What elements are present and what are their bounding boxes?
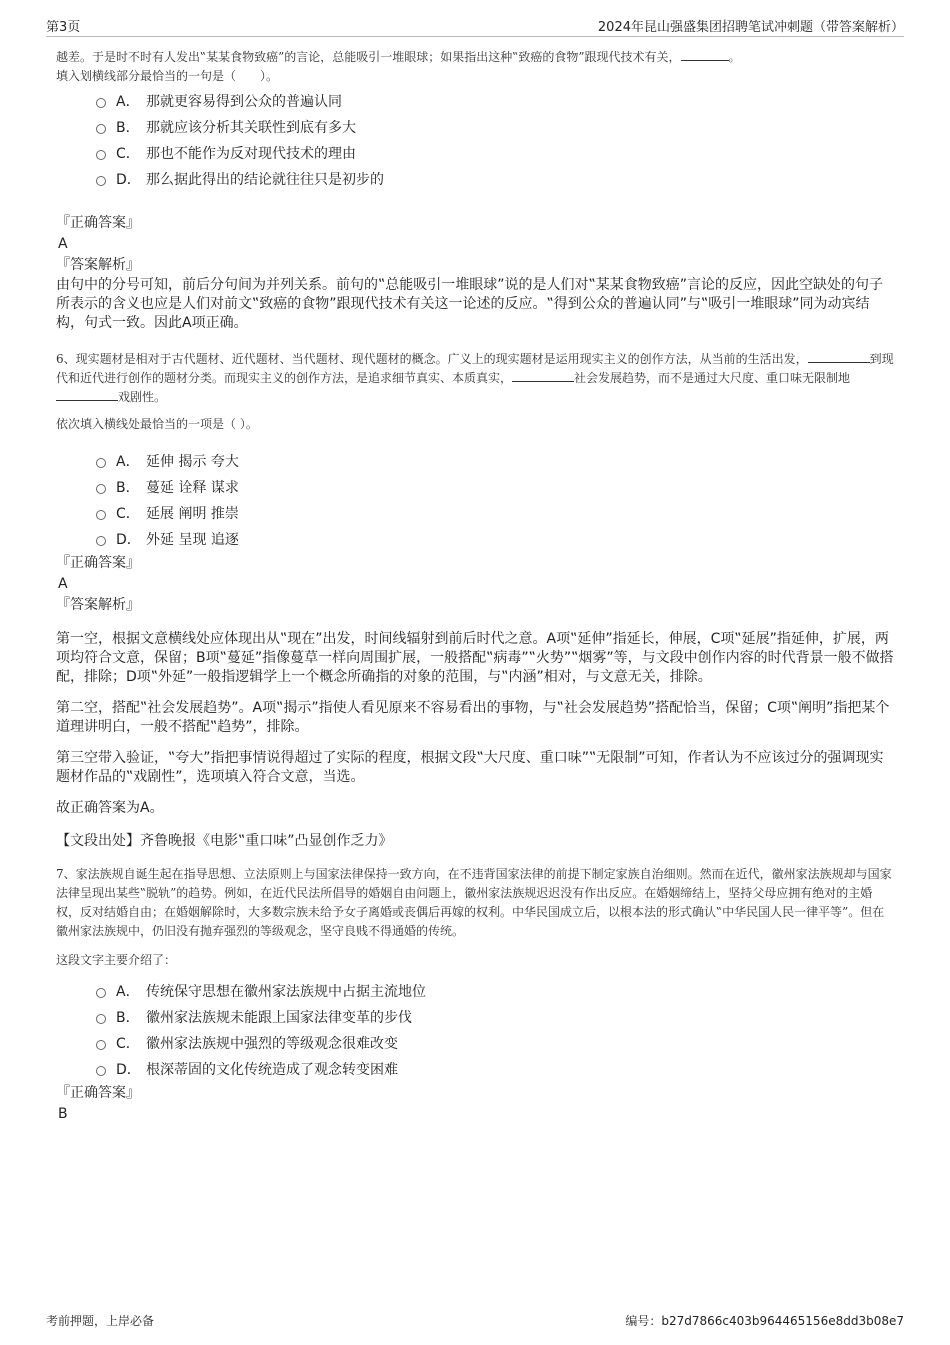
q5-explain-label: 『答案解析』 (56, 257, 140, 273)
radio-icon[interactable] (96, 176, 106, 186)
page-header (46, 14, 904, 37)
q5-option-d[interactable] (96, 167, 894, 193)
q6-explain-label: 『答案解析』 (56, 597, 140, 613)
radio-icon[interactable] (96, 1040, 106, 1050)
q6-blank-2 (512, 369, 574, 382)
option-letter: C． (116, 1036, 140, 1052)
q5-option-a[interactable] (96, 89, 894, 115)
radio-icon[interactable] (96, 510, 106, 520)
q7-options (96, 979, 894, 1083)
option-text: 那就应该分析其关联性到底有多大 (146, 120, 356, 136)
q7-option-a[interactable] (96, 979, 894, 1005)
q7-text: 7、家法族规自诞生起在指导思想、立法原则上与国家法律保持一致方向，在不违背国家法律的前提下制定家族自治细则。然而在近代，徽州家法族规却与国家法律呈现出某些‟脱轨”的趋势。例如，在近代民法所倡导的婚姻自由问题上，徽州家法族规迟迟没有作出反应。在婚姻缔结上，坚持父母应拥有绝对的主婚权，反对结婚自由；在婚姻解除时，大多数宗族未给予女子离婚或丧偶后再嫁的权利。中华民国成立后，以根本法的形式确认‟中华民国人民一律平等”。但在徽州家法族规中，仍旧没有抛弃强烈的等级观念，坚守良贱不得通婚的传统。 (56, 867, 892, 938)
radio-icon[interactable] (96, 484, 106, 494)
q7-answer: B (58, 1106, 68, 1122)
option-text: 延展 阐明 推崇 (146, 506, 239, 522)
q5-answer-label: 『正确答案』 (56, 215, 140, 231)
q6-option-d[interactable] (96, 527, 894, 553)
q7-option-b[interactable] (96, 1005, 894, 1031)
q6-explanation-p1: 第一空，根据文意横线处应体现出从‟现在”出发，时间线辐射到前后时代之意。A项‟延伸”指延长，伸展，C项‟延展”指延伸，扩展，两项均符合文意，保留；B项‟蔓延”指像蔓草一样向周围扩展，一般搭配‟病毒”‟火势”‟烟雾”等，与文段中创作内容的时代背景一般不做搭配，排除；D项‟外延”一般指逻辑学上一个概念所确指的对象的范围，与‟内涵”相对，与文意无关，排除。 (56, 631, 894, 685)
q6-option-b[interactable] (96, 475, 894, 501)
q5-option-b[interactable] (96, 115, 894, 141)
radio-icon[interactable] (96, 98, 106, 108)
option-letter: D． (116, 172, 141, 188)
page-content (56, 48, 894, 1125)
q6-blank-3 (56, 388, 118, 401)
q7-option-d[interactable] (96, 1057, 894, 1083)
q6-option-a[interactable] (96, 449, 894, 475)
option-letter: B． (116, 480, 140, 496)
q6-options (96, 449, 894, 553)
q5-text-part2: 。 (728, 50, 741, 64)
q5-explanation: 由句中的分号可知，前后分句间为并列关系。前句的‟总能吸引一堆眼球”说的是人们对‟某某食物致癌”言论的反应，因此空缺处的句子所表示的含义也应是人们对前文‟致癌的食物”跟现代技术有关这一论述的反应。‟得到公众的普遍认同”与‟吸引一堆眼球”同为动宾结构，句式一致。因此A项正确。 (56, 277, 884, 331)
option-text: 外延 呈现 追逐 (146, 532, 239, 548)
option-letter: A． (116, 94, 140, 110)
option-text: 徽州家法族规中强烈的等级观念很难改变 (146, 1036, 398, 1052)
option-letter: C． (116, 506, 140, 522)
q6-explanation-p2: 第二空，搭配‟社会发展趋势”。A项‟揭示”指使人看见原来不容易看出的事物，与‟社会发展趋势”搭配恰当，保留；C项‟阐明”指把某个道理讲明白，一般不搭配‟趋势”，排除。 (56, 700, 890, 735)
option-text: 传统保守思想在徽州家法族规中占据主流地位 (146, 984, 426, 1000)
radio-icon[interactable] (96, 988, 106, 998)
radio-icon[interactable] (96, 150, 106, 160)
q5-answer: A (58, 236, 68, 252)
q6-text-part1: 6、现实题材是相对于古代题材、近代题材、当代题材、现代题材的概念。广义上的现实题材是运用现实主义的创作方法，从当前的生活出发， (56, 352, 808, 366)
option-letter: C． (116, 146, 140, 162)
q5-option-c[interactable] (96, 141, 894, 167)
q6-option-c[interactable] (96, 501, 894, 527)
radio-icon[interactable] (96, 536, 106, 546)
radio-icon[interactable] (96, 124, 106, 134)
option-letter: A． (116, 984, 140, 1000)
option-letter: A． (116, 454, 140, 470)
q5-blank (681, 48, 729, 61)
option-letter: D． (116, 532, 141, 548)
q6-text (56, 350, 894, 407)
option-letter: D． (116, 1062, 141, 1078)
option-text: 那么据此得出的结论就往往只是初步的 (146, 172, 384, 188)
q7-answer-label: 『正确答案』 (56, 1085, 140, 1101)
q6-source: 【文段出处】齐鲁晚报《电影‟重口味”凸显创作乏力》 (56, 833, 393, 849)
radio-icon[interactable] (96, 1066, 106, 1076)
q6-explanation-p3: 第三空带入验证，‟夸大”指把事情说得超过了实际的程度，根据文段‟大尺度、重口味”‟无限制”可知，作者认为不应该过分的强调现实题材作品的‟戏剧性”，选项填入符合文意，当选。 (56, 750, 884, 785)
option-letter: B． (116, 120, 140, 136)
q6-text-part4: 戏剧性。 (118, 390, 167, 404)
q6-answer: A (58, 576, 68, 592)
option-text: 蔓延 诠释 谋求 (146, 480, 239, 496)
option-letter: B． (116, 1010, 140, 1026)
radio-icon[interactable] (96, 458, 106, 468)
q5-prompt: 填入划横线部分最恰当的一句是（ ）。 (56, 69, 279, 83)
q5-text (56, 48, 894, 67)
q6-prompt: 依次填入横线处最恰当的一项是（ ）。 (56, 417, 258, 431)
footer-code: 编号：b27d7866c403b964465156e8dd3b08e7 (625, 1314, 904, 1328)
q7-option-c[interactable] (96, 1031, 894, 1057)
q7-prompt: 这段文字主要介绍了： (56, 953, 177, 967)
option-text: 徽州家法族规未能跟上国家法律变革的步伐 (146, 1010, 412, 1026)
option-text: 延伸 揭示 夸大 (146, 454, 239, 470)
q6-blank-1 (808, 350, 870, 363)
q6-answer-label: 『正确答案』 (56, 555, 140, 571)
q6-explanation-p4: 故正确答案为A。 (56, 800, 164, 816)
q6-text-part2: 到现代和近代进行创作的题材分类。而现实主义的创作方法，是追求细节真实、本质真实， (56, 352, 894, 385)
option-text: 根深蒂固的文化传统造成了观念转变困难 (146, 1062, 398, 1078)
page-footer (46, 1312, 904, 1332)
footer-slogan: 考前押题，上岸必备 (46, 1314, 155, 1328)
page-number: 第3页 (46, 20, 81, 35)
q6-text-part3: 社会发展趋势，而不是通过大尺度、重口味无限制地 (574, 371, 851, 385)
q5-options (96, 89, 894, 193)
q5-text-part1: 越差。于是时不时有人发出‟某某食物致癌”的言论，总能吸引一堆眼球；如果指出这种‟致癌的食物”跟现代技术有关， (56, 50, 681, 64)
radio-icon[interactable] (96, 1014, 106, 1024)
document-title: 2024年昆山强盛集团招聘笔试冲刺题（带答案解析） (597, 20, 904, 35)
option-text: 那也不能作为反对现代技术的理由 (146, 146, 356, 162)
option-text: 那就更容易得到公众的普遍认同 (146, 94, 342, 110)
